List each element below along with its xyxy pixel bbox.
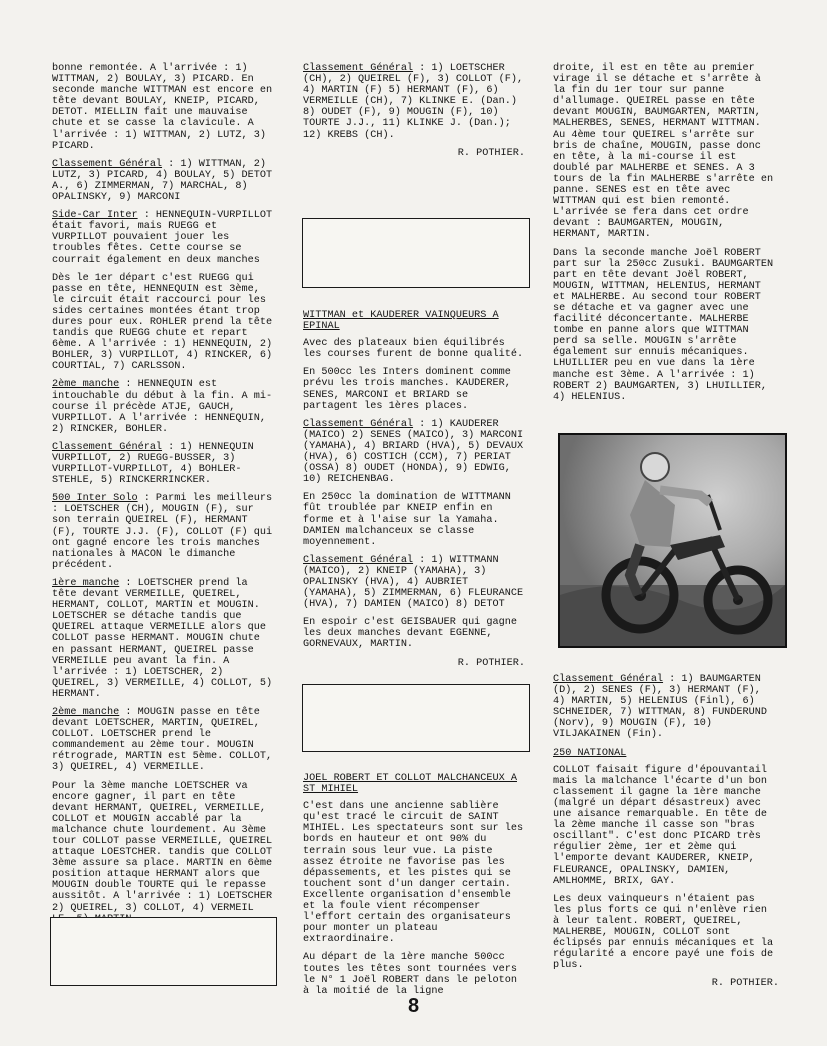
paragraph: bonne remontée. A l'arrivée : 1) WITTMAN, 2) BOULAY, 3) PICARD. En seconde manche WITTMAN est encore en tête devant BOULAY, KNEIP, PICARD, DETOT. MIELLIN fait une mauvaise chute et se casse la clavicule. A l'arrivée : 1) WITTMAN, 2) LUTZ, 3) PICARD.: [52, 63, 273, 152]
section-label: Classement Général: [52, 441, 163, 453]
paragraph: En espoir c'est GEISBAUER qui gagne les deux manches devant EGENNE, GORNEVAUX, MARTIN.: [303, 617, 517, 651]
empty-box-col1: [50, 917, 277, 986]
section-text: : 1) WITTMANN (MAICO), 2) KNEIP (YAMAHA), 3) OPALINSKY (HVA), 4) AUBRIET (YAMAHA), 5) ZIMMERMAN, 6) FLEURANCE (HVA), 7) DAMIEN (MAICO) 8) DETOT: [303, 554, 524, 611]
paragraph: Au départ de la 1ère manche 500cc toutes les têtes sont tournées vers le N° 1 Joël ROBERT dans le peloton à la moitié de la ligne: [303, 952, 517, 997]
paragraph: [52, 493, 278, 571]
article-heading: JOEL ROBERT ET COLLOT MALCHANCEUX A ST MIHIEL: [303, 773, 517, 796]
section-text: : 1) BAUMGARTEN (D), 2) SENES (F), 3) HERMANT (F), 4) MARTIN, 5) HELENIUS (Finl), 6) SCHNEIDER, 7) WITTMAN, 8) FUNDERUND (Norv), 9) MOUGIN (F), 10) VILJAKAINEN (Fin).: [553, 674, 767, 741]
column-3: [553, 63, 779, 410]
column-3-bottom: [553, 674, 779, 996]
section-label: Classement Général: [553, 674, 664, 685]
paragraph: [52, 707, 278, 774]
section-text: : MOUGIN passe en tête devant LOETSCHER, MARTIN, QUEIREL, COLLOT. LOETSCHER prend le commandement au 2ème tour. MOUGIN rétrograde, MARTIN est 5ème. COLLOT, 3) QUEIREL, 4) VERMEILLE.: [52, 706, 273, 774]
section-label: Side-Car Inter: [52, 210, 138, 222]
column-2-bottom: [303, 773, 525, 1004]
paragraph: C'est dans une ancienne sablière qu'est tracé le circuit de SAINT MIHIEL. Les spectateurs sont sur les bords en hauteur et ont 90% du terrain sous leur vue. La piste assez étroite ne favorise pas les dépassements, et les pistes qui se touchent sont d'un danger certain. Excellente organisation d'ensemble et la foule vient récompenser l'effort certain des organisateurs pour monter un plateau extraordinaire.: [303, 801, 524, 946]
paragraph: En 500cc les Inters dominent comme prévu les trois manches. KAUDERER, SENES, MARCONI et BRIARD se partagent les 1ères places.: [303, 367, 511, 412]
section-text: : HENNEQUIN est intouchable du début à la fin. A mi-course il précède ATJE, GAUCH, VURPILLOT. A l'arrivée : HENNEQUIN, 2) RINCKER, BOHLER.: [52, 379, 273, 435]
section-label: 1ère manche: [52, 577, 120, 589]
section-label: 500 Inter Solo: [52, 493, 138, 505]
column-1: [52, 63, 278, 932]
section-text: : 1) LOETSCHER (CH), 2) QUEIREL (F), 3) COLLOT (F), 4) MARTIN (F) 5) HERMANT (F), 6) VERMEILLE (CH), 7) KLINKE E. (Dan.) 8) OUDET (F), 9) MOUGIN (F), 10) TOURTE J.J., 11) KLINKE J. (Dan.); 12) KREBS (CH).: [303, 63, 524, 141]
section-label: Classement Général: [303, 554, 414, 566]
paragraph: droite, il est en tête au premier virage il se détache et s'arrête à la fin du 1er tour sur panne d'allumage. QUEIREL passe en tête devant MOUGIN, BAUMGARTEN, MARTIN, MALHERBES, SENES, HERMANT WITTMAN. Au 4ème tour QUEIREL s'arrête sur bris de chaîne, MOUGIN, passe donc en tête, à la mi-course il est doublé par MALHERBE et SENES. A 3 tours de la fin MALHERBE s'arrête en panne. SENES est en tête avec WITTMAN qui est bien remonté. L'arrivée se fera dans cet ordre devant : BAUMGARTEN, MOUGIN, HERMANT, MARTIN.: [553, 63, 774, 241]
paragraph: [52, 442, 278, 486]
signature: R. POTHIER.: [711, 978, 779, 990]
paragraph: Dès le 1er départ c'est RUEGG qui passe en tête, HENNEQUIN est 3ème, le circuit était raccourci pour les sides certaines montées étant trop dures pour eux. ROHLER prend la tête tandis que RUEGG chute et repart 6ème. A l'arrivée : 1) HENNEQUIN, 2) BOHLER, 3) VURPILLOT, 4) RINCKER, 6) COURTIAL, 7) CARLSSON.: [52, 272, 273, 373]
paragraph: Les deux vainqueurs n'étaient pas les plus forts ce qui n'enlève rien à leur talent. ROBERT, QUEIREL, MALHERBE, MOUGIN, COLLOT sont éclipsés par ennuis mécaniques et la régularité a encore payé une fois de plus.: [553, 893, 774, 972]
section-label: Classement Général: [303, 418, 414, 430]
section-text: : HENNEQUIN-VURPILLOT était favori, mais RUEGG et VURPILLOT pouvaient jouer les troubles fêtes. Cette course se courrait également en deux manches: [52, 210, 273, 266]
paragraph: [303, 555, 525, 610]
section-label: 2ème manche: [52, 379, 120, 391]
section-heading: 250 NATIONAL: [553, 747, 627, 759]
page-number: 8: [407, 995, 420, 1017]
column-2-mid: [303, 310, 525, 676]
paragraph: [52, 578, 278, 700]
section-text: : 1) HENNEQUIN VURPILLOT, 2) RUEGG-BUSSER, 3) VURPILLOT-VURPILLOT, 4) BOHLER-STEHLE, 5) RINCKERRINCKER.: [52, 441, 254, 487]
empty-box-col2-bottom: [302, 684, 530, 752]
section-text: : 1) WITTMAN, 2) LUTZ, 3) PICARD, 4) BOULAY, 5) DETOT A., 6) ZIMMERMAN, 7) MARCHAL, 8) OPALINSKY, 9) MARCONI: [52, 158, 273, 204]
paragraph: En 250cc la domination de WITTMANN fût troublée par KNEIP enfin en forme et à l'aise sur la Yamaha. DAMIEN malchanceux se classe moyennement.: [303, 492, 511, 548]
paragraph: [52, 379, 278, 434]
paragraph: [303, 63, 525, 141]
paragraph: [52, 159, 278, 203]
section-text: : 1) KAUDERER (MAICO) 2) SENES (MAICO), 3) MARCONI (YAMAHA), 4) BRIARD (HVA), 5) DEVAUX (HVA), 6) COSTICH (CCM), 7) PERIAT (OSSA) 8) OUDET (HONDA), 9) EDWIG, 10) REICHENBAG.: [303, 418, 524, 486]
section-label: Classement Général: [303, 63, 414, 74]
article-heading: WITTMAN et KAUDERER VAINQUEURS A EPINAL: [303, 310, 499, 333]
paragraph: [52, 210, 278, 265]
section-text: : Parmi les meilleurs : LOETSCHER (CH), MOUGIN (F), sur son terrain QUEIREL (F), HERMANT (F), TOURTE J.J. (F), COLLOT (F) qui ont gagné encore les trois manches nationales à MACON le dimanche précédent.: [52, 493, 273, 571]
motocross-photo: [558, 433, 787, 648]
signature: R. POTHIER.: [457, 147, 525, 159]
paragraph: Dans la seconde manche Joël ROBERT part sur la 250cc Zusuki. BAUMGARTEN part en tête devant Joël ROBERT, MOUGIN, WITTMAN, HELENIUS, HERMANT et MALHERBE. Au second tour ROBERT se détache et va gagner avec une facilité déconcertante. MALHERBE tombe en panne alors que WITTMAN perd sa selle. MOUGIN s'arrête également sur ennuis mécaniques. LHUILLIER peu en vue dans la 1ère manche est 3ème. A l'arrivée : 1) ROBERT 2) BAUMGARTEN, 3) LHUILLIER, 4) HELENIUS.: [553, 247, 774, 403]
column-2: [303, 63, 525, 166]
signature: R. POTHIER.: [457, 657, 525, 669]
paragraph: COLLOT faisait figure d'épouvantail mais la malchance l'écarte d'un bon classement il gagne la 1ère manche (malgré un départ désastreux) avec une aisance remarquable. En tête de la 2ème manche il casse son "bras oscillant". C'est donc PICARD très régulier 2ème, 1er et 2ème qui l'emporte devant KAUDERER, KNEIP, FLEURANCE, OPALINSKY, DAMIEN, AMLHOMME, BRIX, GAY.: [553, 764, 767, 887]
paragraph: [553, 674, 779, 741]
paragraph: Avec des plateaux bien équilibrés les courses furent de bonne qualité.: [303, 338, 524, 361]
section-label: 2ème manche: [52, 706, 120, 718]
section-label: Classement Général: [52, 158, 163, 170]
paragraph: [303, 419, 525, 486]
empty-box-col2-top: [302, 218, 530, 288]
paragraph: Pour la 3ème manche LOETSCHER va encore gagner, il part en tête devant HERMANT, QUEIREL, VERMEILLE, COLLOT et MOUGIN accablé par la malchance chute lourdement. Au 3ème tour COLLOT passe VERMEILLE, QUEIREL attaque LOESTCHER. tandis que COLLOT 3ème assure sa place. MARTIN en 6ème position attaque HERMANT alors que MOUGIN double TOURTE qui le repasse aussitôt. A l'arrivée : 1) LOETSCHER 2) QUEIREL, 3) COLLOT, 4) VERMEIL: [52, 780, 273, 914]
section-text: : LOETSCHER prend la tête devant VERMEILLE, QUEIREL, HERMANT, COLLOT, MARTIN et MOUGIN. LOETSCHER se détache tandis que QUEIREL attaque VERMEILLE alors que COLLOT passe HERMANT. MOUGIN chute en passant HERMANT, QUEIREL passe VERMEILLE peu avant la fin. A l'arrivée : 1) LOETSCHER, 2) QUEIREL, 3) VERMEILLE, 4) COLLOT, 5) HERMANT.: [52, 577, 273, 700]
motocross-rider-image: [560, 435, 785, 646]
